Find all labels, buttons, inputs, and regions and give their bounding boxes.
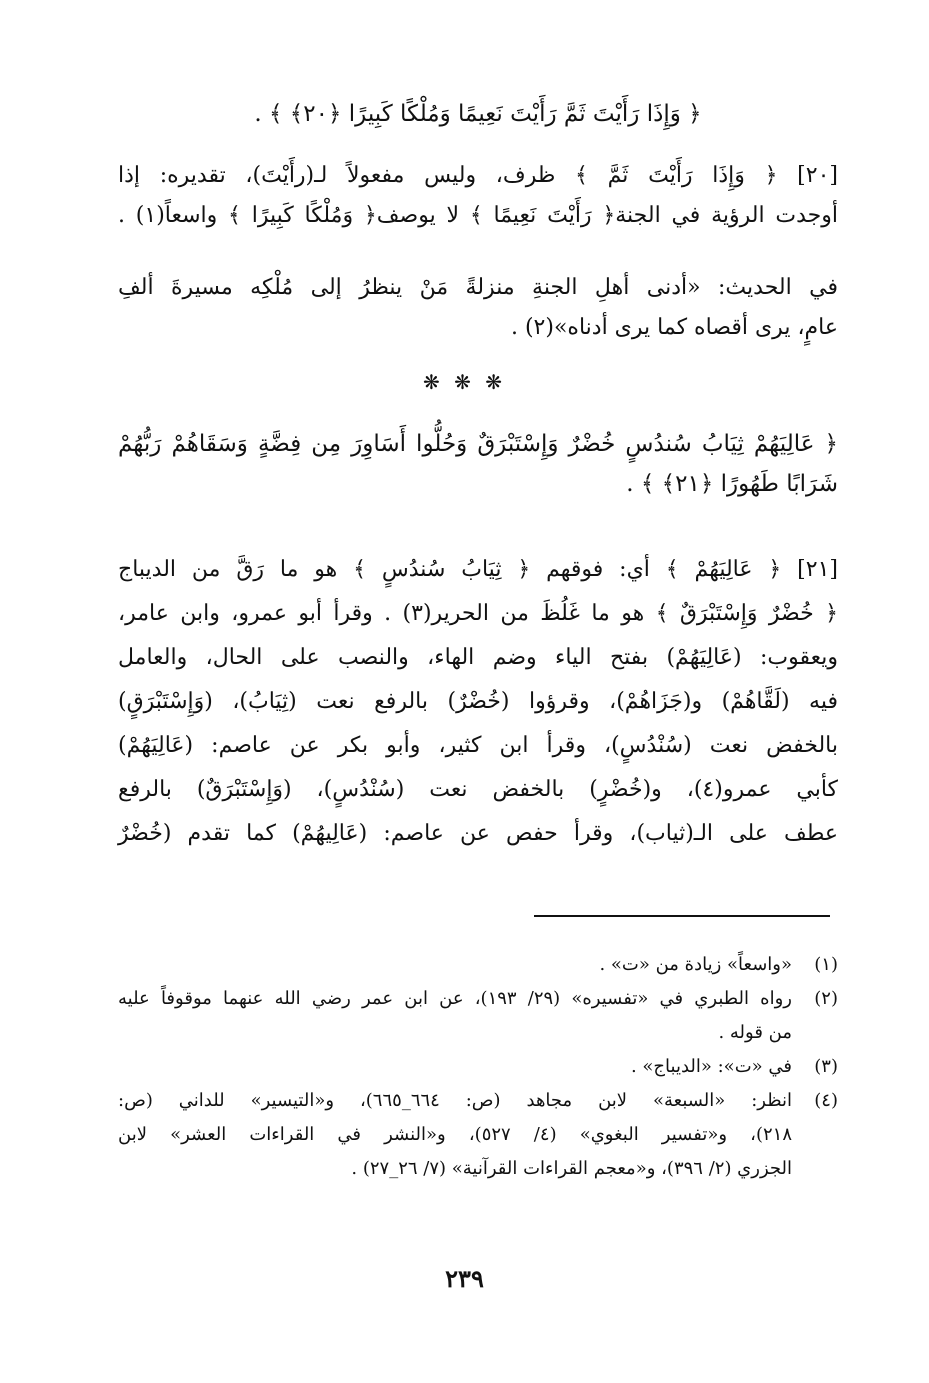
commentary-21 (118, 548, 838, 856)
hadith-line-1: في الحديث: «أدنى أهلِ الجنةِ منزلةً مَنْ ينظرُ إلى مُلْكِه مسيرةَ ألفِ (118, 275, 838, 300)
footnotes (118, 948, 838, 1186)
footnote-text: في «ت»: «الديباج» . (630, 1056, 792, 1077)
footnote-4 (118, 1084, 838, 1186)
commentary-21-line-1: [٢١] ﴿ عَالِيَهُمْ ﴾ أي: فوقهم ﴿ ثِيَابُ سُندُسٍ ﴾ هو ما رَقَّ من الديباج (118, 557, 838, 582)
verse-21 (118, 424, 838, 504)
commentary-21-line-5: بالخفض نعت (سُنْدُسٍ)، وقرأ ابن كثير، وأبو بكر عن عاصم: (عَالِيَهُمْ) (118, 733, 838, 758)
footnote-3 (118, 1050, 838, 1084)
footnote-text: «واسعاً» زيادة من «ت» . (599, 954, 792, 975)
footnote-text: من قوله . (718, 1022, 792, 1043)
verse-20 (118, 94, 838, 134)
commentary-21-line-2: ﴿ خُضْرٌ وَإِسْتَبْرَقٌ ﴾ هو ما غَلُظَ من الحرير(٣) . وقرأ أبو عمرو، وابن عامر، (118, 601, 838, 626)
commentary-20-line-2: أوجدت الرؤية في الجنة﴿ رَأَيْتَ نَعِيمًا ﴾ لا يوصف﴿ وَمُلْكًا كَبِيرًا ﴾ واسعاً(١) . (118, 203, 838, 228)
footnote-number: (١) (814, 954, 838, 975)
footnote-2 (118, 982, 838, 1050)
commentary-21-line-7: عطف على الـ(ثياب)، وقرأ حفص عن عاصم: (عَالِيهُمْ) كما تقدم (خُضْرٌ (118, 821, 838, 846)
commentary-20 (118, 156, 838, 236)
footnote-number: (٣) (814, 1056, 838, 1077)
footnote-number: (٤) (814, 1090, 838, 1111)
commentary-21-line-4: فيه (لَقَّاهُمْ) و(جَزَاهُمْ)، وقرؤوا (خُضْرٌ) بالرفع نعت (ثِيَابُ)، (وَإِسْتَبْرَقٍ) (118, 689, 838, 714)
commentary-20-line-1: [٢٠] ﴿ وَإِذَا رَأَيْتَ ثَمَّ ﴾ ظرف، وليس مفعولاً لـ(رأَيْتَ)، تقديره: إذا (118, 163, 838, 188)
commentary-21-line-6: كأبي عمرو(٤)، و(خُضْرٍ) بالخفض نعت (سُنْدُسٍ)، (وَإِسْتَبْرَقٌ) بالرفع (118, 777, 838, 802)
footnote-1 (118, 948, 838, 982)
section-separator: ❋ ❋ ❋ (423, 370, 506, 394)
footnote-text: رواه الطبري في «تفسيره» (٢٩/ ١٩٣)، عن ابن عمر رضي الله عنهما موقوفاً عليه (118, 988, 792, 1009)
footnote-text: ٢١٨)، و«تفسير البغوي» (٤/ ٥٢٧)، و«النشر في القراءات العشر» لابن (118, 1124, 793, 1145)
hadith-paragraph (118, 268, 838, 348)
hadith-line-2: عامٍ، يرى أقصاه كما يرى أدناه»(٢) . (510, 315, 838, 340)
footnote-text: انظر: «السبعة» لابن مجاهد (ص: ٦٦٤_٦٦٥)، و«التيسير» للداني (ص: (118, 1090, 792, 1111)
verse-20-line-1: ﴿ وَإِذَا رَأَيْتَ ثَمَّ رَأَيْتَ نَعِيمًا وَمُلْكًا كَبِيرًا ﴿٢٠﴾ ﴾ . (254, 101, 702, 127)
verse-21-line-1: ﴿ عَالِيَهُمْ ثِيَابُ سُندُسٍ خُضْرٌ وَإِسْتَبْرَقٌ وَحُلُّوا أَسَاوِرَ مِن فِضَّةٍ وَسَقَاهُمْ رَبُّهُمْ (118, 431, 838, 457)
footnote-text: الجزري (٢/ ٣٩٦)، و«معجم القراءات القرآنية» (٧/ ٢٦_٢٧) . (351, 1158, 792, 1179)
verse-21-line-2: شَرَابًا طَهُورًا ﴿٢١﴾ ﴾ . (626, 471, 838, 497)
commentary-21-line-3: ويعقوب: (عَالِيَهُمْ) بفتح الياء وضم الهاء، والنصب على الحال، والعامل (118, 645, 838, 670)
footnote-number: (٢) (814, 988, 838, 1009)
footnote-divider (534, 915, 830, 917)
page-number: ٢٣٩ (445, 1264, 484, 1293)
